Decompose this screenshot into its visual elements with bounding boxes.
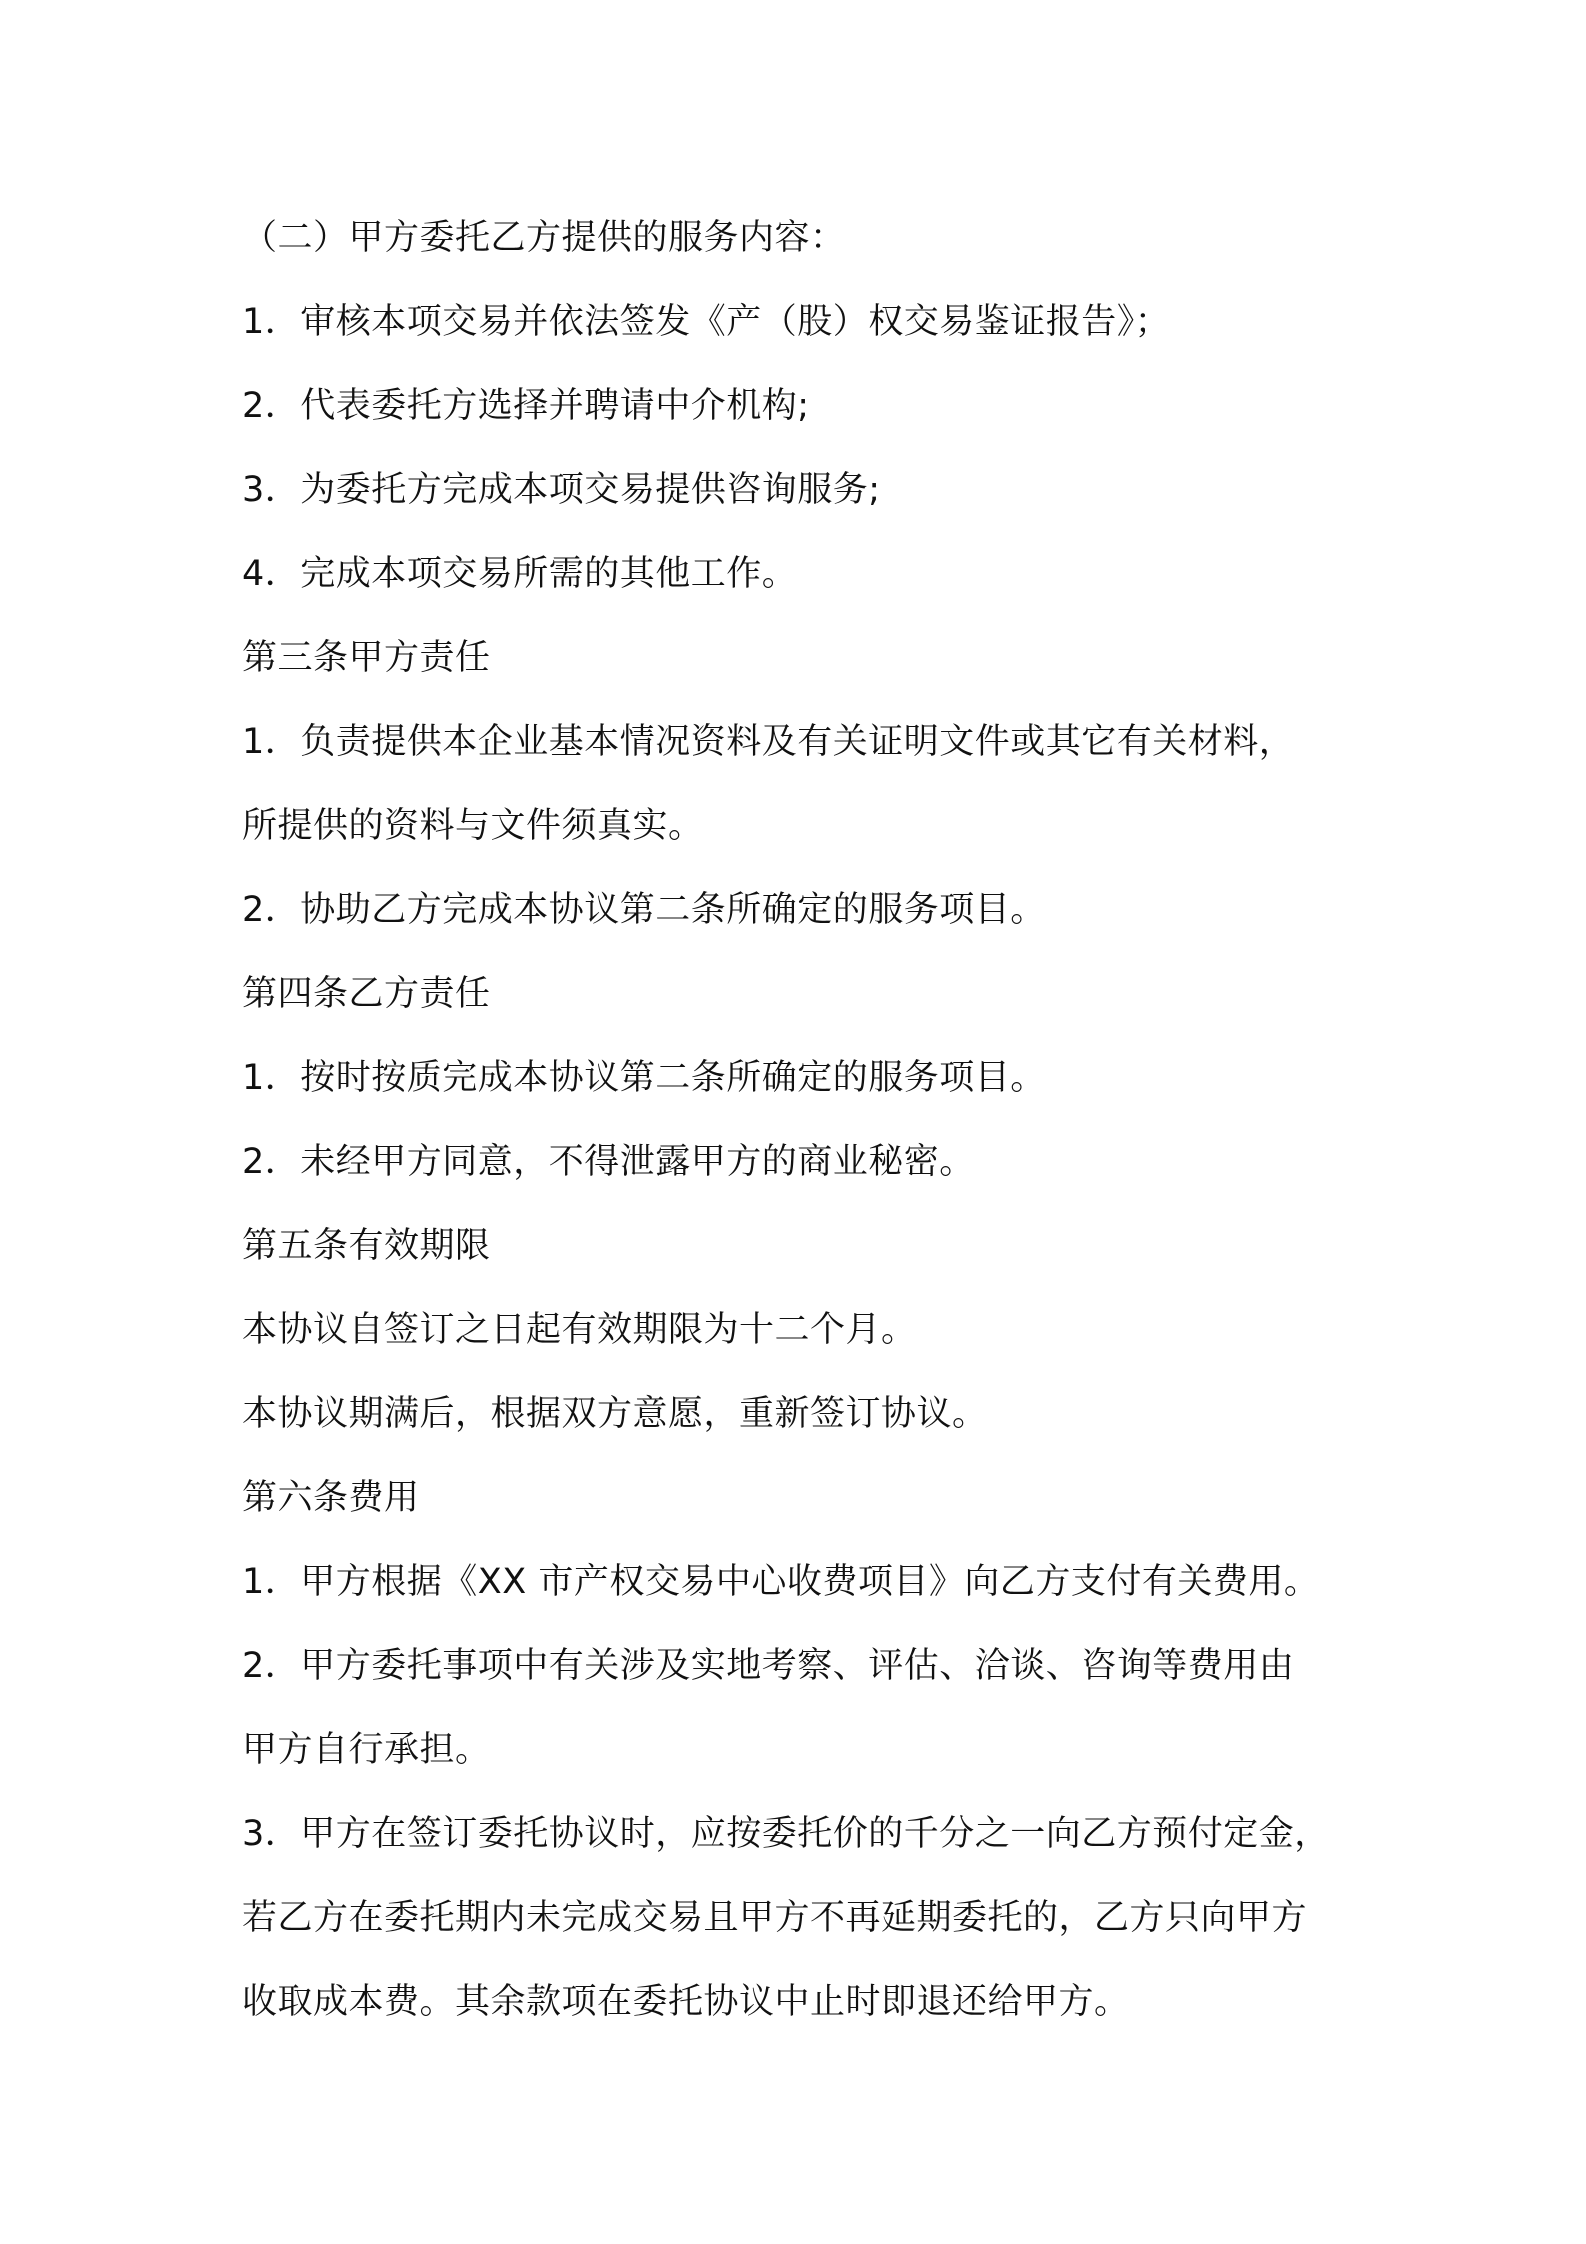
article-heading: 第五条有效期限 [242, 1226, 491, 1266]
list-item-continuation: 所提供的资料与文件须真实。 [242, 806, 704, 846]
list-item: 4．完成本项交易所需的其他工作。 [242, 554, 798, 594]
list-item-continuation: 若乙方在委托期内未完成交易且甲方不再延期委托的，乙方只向甲方 [242, 1898, 1308, 1938]
article-heading: 第六条费用 [242, 1478, 420, 1518]
list-item: 3．为委托方完成本项交易提供咨询服务; [242, 470, 881, 510]
list-item: 2．代表委托方选择并聘请中介机构; [242, 386, 810, 426]
list-item: 1．甲方根据《XX 市产权交易中心收费项目》向乙方支付有关费用。 [242, 1562, 1320, 1602]
paragraph: 本协议期满后，根据双方意愿，重新签订协议。 [242, 1394, 988, 1434]
list-item: 1．按时按质完成本协议第二条所确定的服务项目。 [242, 1058, 1046, 1098]
paragraph: 本协议自签订之日起有效期限为十二个月。 [242, 1310, 917, 1350]
list-item-continuation: 收取成本费。其余款项在委托协议中止时即退还给甲方。 [242, 1982, 1130, 2022]
list-item: 1．审核本项交易并依法签发《产（股）权交易鉴证报告》； [242, 302, 1171, 342]
list-item: 2．甲方委托事项中有关涉及实地考察、评估、洽谈、咨询等费用由 [242, 1646, 1295, 1686]
article-heading: 第四条乙方责任 [242, 974, 491, 1014]
list-item: 2．协助乙方完成本协议第二条所确定的服务项目。 [242, 890, 1046, 930]
list-item-continuation: 甲方自行承担。 [242, 1730, 491, 1770]
list-item: 1．负责提供本企业基本情况资料及有关证明文件或其它有关材料， [242, 722, 1295, 762]
list-item: 3．甲方在签订委托协议时，应按委托价的千分之一向乙方预付定金， [242, 1814, 1330, 1854]
document-body [242, 196, 1392, 2044]
section-subheading: （二）甲方委托乙方提供的服务内容： [242, 218, 846, 258]
article-heading: 第三条甲方责任 [242, 638, 491, 678]
list-item: 2．未经甲方同意，不得泄露甲方的商业秘密。 [242, 1142, 975, 1182]
